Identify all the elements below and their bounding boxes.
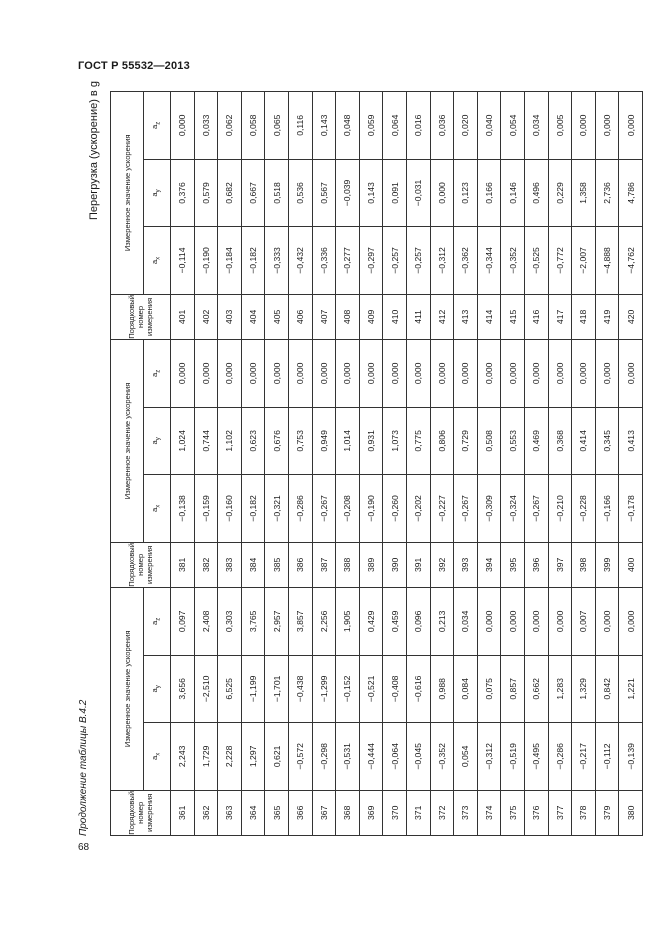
row-value: −0,408 bbox=[383, 655, 407, 723]
header-ay bbox=[144, 407, 171, 475]
row-value: 4,786 bbox=[619, 159, 643, 227]
row-value: 1,729 bbox=[194, 723, 218, 791]
row-value: −0,184 bbox=[218, 227, 242, 295]
row-value: 0,005 bbox=[548, 92, 572, 160]
row-value: −0,309 bbox=[477, 475, 501, 543]
row-value: 0,000 bbox=[548, 588, 572, 656]
row-value: 0,034 bbox=[454, 588, 478, 656]
row-value: −0,138 bbox=[171, 475, 195, 543]
row-value: −0,260 bbox=[383, 475, 407, 543]
row-value: 3,656 bbox=[171, 655, 195, 723]
header-ay-subscript: y bbox=[155, 437, 162, 441]
row-value: 1,905 bbox=[336, 588, 360, 656]
row-order-number: 373 bbox=[454, 790, 478, 835]
row-value: 0,040 bbox=[477, 92, 501, 160]
row-order-number: 381 bbox=[171, 542, 195, 587]
header-ay-symbol: a bbox=[150, 192, 160, 197]
row-order-number: 402 bbox=[194, 294, 218, 339]
row-value: 1,358 bbox=[572, 159, 596, 227]
row-order-number: 401 bbox=[171, 294, 195, 339]
row-order-number: 387 bbox=[312, 542, 336, 587]
row-value: 0,000 bbox=[383, 340, 407, 408]
row-value: 0,036 bbox=[430, 92, 454, 160]
row-order-number: 375 bbox=[501, 790, 525, 835]
row-order-number: 379 bbox=[595, 790, 619, 835]
row-value: 0,000 bbox=[548, 340, 572, 408]
table-row bbox=[406, 92, 430, 836]
row-value: −2,510 bbox=[194, 655, 218, 723]
row-value: 0,621 bbox=[265, 723, 289, 791]
row-order-number: 394 bbox=[477, 542, 501, 587]
row-value: −2,007 bbox=[572, 227, 596, 295]
header-az bbox=[144, 588, 171, 656]
row-value: 0,000 bbox=[312, 340, 336, 408]
row-value: 0,097 bbox=[171, 588, 195, 656]
row-value: −0,267 bbox=[454, 475, 478, 543]
row-value: 0,091 bbox=[383, 159, 407, 227]
header-az-subscript: z bbox=[155, 369, 162, 373]
row-value: 0,064 bbox=[383, 92, 407, 160]
row-order-number: 383 bbox=[218, 542, 242, 587]
row-value: −0,531 bbox=[336, 723, 360, 791]
table-row bbox=[524, 92, 548, 836]
row-value: 0,429 bbox=[359, 588, 383, 656]
row-value: 0,000 bbox=[595, 588, 619, 656]
row-value: −0,336 bbox=[312, 227, 336, 295]
row-value: 0,949 bbox=[312, 407, 336, 475]
row-value: 0,414 bbox=[572, 407, 596, 475]
row-value: −0,039 bbox=[336, 159, 360, 227]
row-value: 0,059 bbox=[359, 92, 383, 160]
row-order-number: 407 bbox=[312, 294, 336, 339]
row-value: −0,321 bbox=[265, 475, 289, 543]
row-value: 2,957 bbox=[265, 588, 289, 656]
row-value: 0,567 bbox=[312, 159, 336, 227]
row-value: 0,000 bbox=[524, 340, 548, 408]
row-order-number: 406 bbox=[288, 294, 312, 339]
row-value: 0,806 bbox=[430, 407, 454, 475]
row-value: −0,182 bbox=[241, 475, 265, 543]
row-value: 0,682 bbox=[218, 159, 242, 227]
row-value: 0,000 bbox=[454, 340, 478, 408]
row-value: 0,345 bbox=[595, 407, 619, 475]
row-value: 0,536 bbox=[288, 159, 312, 227]
row-value: 0,213 bbox=[430, 588, 454, 656]
row-order-number: 378 bbox=[572, 790, 596, 835]
row-value: −0,064 bbox=[383, 723, 407, 791]
table-row bbox=[572, 92, 596, 836]
row-value: 0,062 bbox=[218, 92, 242, 160]
row-value: −0,297 bbox=[359, 227, 383, 295]
row-order-number: 414 bbox=[477, 294, 501, 339]
row-order-number: 369 bbox=[359, 790, 383, 835]
row-value: −0,152 bbox=[336, 655, 360, 723]
row-value: −0,217 bbox=[572, 723, 596, 791]
row-value: 0,000 bbox=[265, 340, 289, 408]
row-order-number: 411 bbox=[406, 294, 430, 339]
row-value: 0,000 bbox=[595, 92, 619, 160]
row-value: 6,525 bbox=[218, 655, 242, 723]
row-order-number: 397 bbox=[548, 542, 572, 587]
row-value: −0,521 bbox=[359, 655, 383, 723]
row-value: −0,572 bbox=[288, 723, 312, 791]
row-value: −0,182 bbox=[241, 227, 265, 295]
header-ax-subscript: x bbox=[155, 752, 162, 756]
row-order-number: 409 bbox=[359, 294, 383, 339]
row-order-number: 413 bbox=[454, 294, 478, 339]
row-order-number: 364 bbox=[241, 790, 265, 835]
row-value: −1,701 bbox=[265, 655, 289, 723]
header-ax-symbol: a bbox=[150, 755, 160, 760]
row-value: 0,000 bbox=[477, 340, 501, 408]
header-order-number: Порядковый номер измерения bbox=[111, 542, 171, 587]
row-order-number: 395 bbox=[501, 542, 525, 587]
row-order-number: 366 bbox=[288, 790, 312, 835]
row-value: 0,016 bbox=[406, 92, 430, 160]
row-value: 1,024 bbox=[171, 407, 195, 475]
table-row bbox=[619, 92, 643, 836]
header-measured-value: Измеренное значение ускорения bbox=[111, 588, 144, 791]
row-value: 0,376 bbox=[171, 159, 195, 227]
row-value: −1,199 bbox=[241, 655, 265, 723]
row-value: −0,178 bbox=[619, 475, 643, 543]
row-value: 0,033 bbox=[194, 92, 218, 160]
table-row bbox=[430, 92, 454, 836]
units-caption: Перегрузка (ускорение) в g bbox=[88, 81, 100, 220]
row-value: 1,014 bbox=[336, 407, 360, 475]
row-value: 0,988 bbox=[430, 655, 454, 723]
row-value: 0,368 bbox=[548, 407, 572, 475]
header-ax-subscript: x bbox=[155, 504, 162, 508]
row-value: 2,243 bbox=[171, 723, 195, 791]
row-value: 0,000 bbox=[194, 340, 218, 408]
row-value: 0,116 bbox=[288, 92, 312, 160]
row-value: −0,444 bbox=[359, 723, 383, 791]
row-value: 0,623 bbox=[241, 407, 265, 475]
row-value: 0,123 bbox=[454, 159, 478, 227]
header-az bbox=[144, 92, 171, 160]
row-value: 0,034 bbox=[524, 92, 548, 160]
row-order-number: 377 bbox=[548, 790, 572, 835]
row-value: −0,031 bbox=[406, 159, 430, 227]
row-order-number: 389 bbox=[359, 542, 383, 587]
row-value: 0,000 bbox=[619, 340, 643, 408]
row-value: −0,362 bbox=[454, 227, 478, 295]
row-value: 2,408 bbox=[194, 588, 218, 656]
row-value: 0,229 bbox=[548, 159, 572, 227]
row-value: −0,519 bbox=[501, 723, 525, 791]
row-order-number: 365 bbox=[265, 790, 289, 835]
header-ay-subscript: y bbox=[155, 189, 162, 193]
row-value: −0,112 bbox=[595, 723, 619, 791]
row-order-number: 368 bbox=[336, 790, 360, 835]
table-row bbox=[501, 92, 525, 836]
row-value: −0,312 bbox=[477, 723, 501, 791]
row-order-number: 403 bbox=[218, 294, 242, 339]
row-value: 0,775 bbox=[406, 407, 430, 475]
header-ax bbox=[144, 475, 171, 543]
row-value: −0,333 bbox=[265, 227, 289, 295]
row-value: −0,045 bbox=[406, 723, 430, 791]
row-value: −0,210 bbox=[548, 475, 572, 543]
row-value: 0,579 bbox=[194, 159, 218, 227]
header-order-number: Порядковый номер измерения bbox=[111, 294, 171, 339]
row-value: 0,000 bbox=[430, 340, 454, 408]
header-az-symbol: a bbox=[150, 372, 160, 377]
row-value: 0,143 bbox=[312, 92, 336, 160]
header-ay-symbol: a bbox=[150, 440, 160, 445]
row-order-number: 370 bbox=[383, 790, 407, 835]
row-value: 0,146 bbox=[501, 159, 525, 227]
table-row bbox=[548, 92, 572, 836]
row-value: −4,762 bbox=[619, 227, 643, 295]
row-value: −0,432 bbox=[288, 227, 312, 295]
row-value: 0,007 bbox=[572, 588, 596, 656]
row-value: 0,753 bbox=[288, 407, 312, 475]
row-value: 0,000 bbox=[595, 340, 619, 408]
row-value: 0,000 bbox=[477, 588, 501, 656]
row-value: 2,736 bbox=[595, 159, 619, 227]
table-row bbox=[595, 92, 619, 836]
measurement-table bbox=[110, 91, 643, 836]
row-value: 0,058 bbox=[241, 92, 265, 160]
row-value: −0,267 bbox=[524, 475, 548, 543]
row-order-number: 416 bbox=[524, 294, 548, 339]
row-order-number: 405 bbox=[265, 294, 289, 339]
row-value: 0,676 bbox=[265, 407, 289, 475]
row-order-number: 361 bbox=[171, 790, 195, 835]
header-ax-subscript: x bbox=[155, 256, 162, 260]
row-value: 0,000 bbox=[336, 340, 360, 408]
row-order-number: 399 bbox=[595, 542, 619, 587]
row-value: 0,459 bbox=[383, 588, 407, 656]
row-value: −0,228 bbox=[572, 475, 596, 543]
row-value: 0,667 bbox=[241, 159, 265, 227]
row-value: −0,166 bbox=[595, 475, 619, 543]
table-continuation-caption: Продолжение таблицы В.4.2 bbox=[78, 699, 89, 836]
row-value: 0,000 bbox=[524, 588, 548, 656]
row-value: 1,102 bbox=[218, 407, 242, 475]
header-measured-value: Измеренное значение ускорения bbox=[111, 340, 144, 543]
row-order-number: 386 bbox=[288, 542, 312, 587]
header-ay-symbol: a bbox=[150, 688, 160, 693]
row-order-number: 419 bbox=[595, 294, 619, 339]
row-value: −0,267 bbox=[312, 475, 336, 543]
row-value: 0,000 bbox=[430, 159, 454, 227]
row-value: 0,000 bbox=[406, 340, 430, 408]
row-value: −0,139 bbox=[619, 723, 643, 791]
row-order-number: 420 bbox=[619, 294, 643, 339]
row-value: −0,286 bbox=[548, 723, 572, 791]
table-row bbox=[336, 92, 360, 836]
table-row bbox=[477, 92, 501, 836]
row-value: 0,000 bbox=[619, 588, 643, 656]
header-az bbox=[144, 340, 171, 408]
row-value: 0,931 bbox=[359, 407, 383, 475]
row-order-number: 380 bbox=[619, 790, 643, 835]
table-row bbox=[241, 92, 265, 836]
row-value: 0,000 bbox=[572, 92, 596, 160]
row-value: −0,202 bbox=[406, 475, 430, 543]
row-value: 1,073 bbox=[383, 407, 407, 475]
row-value: 0,744 bbox=[194, 407, 218, 475]
row-value: 0,000 bbox=[501, 588, 525, 656]
row-value: 0,000 bbox=[241, 340, 265, 408]
header-order-number: Порядковый номер измерения bbox=[111, 790, 171, 835]
row-value: 0,303 bbox=[218, 588, 242, 656]
row-order-number: 415 bbox=[501, 294, 525, 339]
table-row bbox=[265, 92, 289, 836]
row-value: 0,413 bbox=[619, 407, 643, 475]
row-order-number: 417 bbox=[548, 294, 572, 339]
row-value: 0,084 bbox=[454, 655, 478, 723]
row-value: 0,662 bbox=[524, 655, 548, 723]
row-order-number: 388 bbox=[336, 542, 360, 587]
row-value: −0,114 bbox=[171, 227, 195, 295]
row-value: 0,553 bbox=[501, 407, 525, 475]
row-value: −0,312 bbox=[430, 227, 454, 295]
row-value: 0,166 bbox=[477, 159, 501, 227]
header-az-subscript: z bbox=[155, 121, 162, 125]
row-order-number: 393 bbox=[454, 542, 478, 587]
row-order-number: 367 bbox=[312, 790, 336, 835]
header-ay bbox=[144, 159, 171, 227]
row-value: 3,857 bbox=[288, 588, 312, 656]
row-value: 3,765 bbox=[241, 588, 265, 656]
row-value: 2,228 bbox=[218, 723, 242, 791]
row-value: 0,143 bbox=[359, 159, 383, 227]
row-order-number: 384 bbox=[241, 542, 265, 587]
header-ax bbox=[144, 227, 171, 295]
row-value: −0,190 bbox=[359, 475, 383, 543]
row-order-number: 396 bbox=[524, 542, 548, 587]
row-order-number: 372 bbox=[430, 790, 454, 835]
header-ay bbox=[144, 655, 171, 723]
row-order-number: 400 bbox=[619, 542, 643, 587]
row-order-number: 404 bbox=[241, 294, 265, 339]
row-value: −0,772 bbox=[548, 227, 572, 295]
row-value: 0,020 bbox=[454, 92, 478, 160]
row-value: −0,352 bbox=[501, 227, 525, 295]
header-measured-value: Измеренное значение ускорения bbox=[111, 92, 144, 295]
row-order-number: 371 bbox=[406, 790, 430, 835]
table-row bbox=[194, 92, 218, 836]
table-row bbox=[312, 92, 336, 836]
header-ax-symbol: a bbox=[150, 507, 160, 513]
row-value: −0,525 bbox=[524, 227, 548, 295]
row-value: −0,324 bbox=[501, 475, 525, 543]
row-value: 0,096 bbox=[406, 588, 430, 656]
header-az-symbol: a bbox=[150, 620, 160, 625]
row-order-number: 408 bbox=[336, 294, 360, 339]
table-row bbox=[454, 92, 478, 836]
row-value: 0,000 bbox=[572, 340, 596, 408]
row-value: −0,344 bbox=[477, 227, 501, 295]
row-value: 0,075 bbox=[477, 655, 501, 723]
row-order-number: 362 bbox=[194, 790, 218, 835]
row-value: 0,000 bbox=[218, 340, 242, 408]
row-value: 0,000 bbox=[359, 340, 383, 408]
row-order-number: 374 bbox=[477, 790, 501, 835]
row-value: −0,286 bbox=[288, 475, 312, 543]
row-value: −0,159 bbox=[194, 475, 218, 543]
header-ay-subscript: y bbox=[155, 685, 162, 689]
row-value: −0,160 bbox=[218, 475, 242, 543]
row-value: −0,495 bbox=[524, 723, 548, 791]
row-value: −0,352 bbox=[430, 723, 454, 791]
row-value: 0,496 bbox=[524, 159, 548, 227]
row-value: 0,729 bbox=[454, 407, 478, 475]
row-value: 0,065 bbox=[265, 92, 289, 160]
table-row bbox=[218, 92, 242, 836]
row-value: 1,329 bbox=[572, 655, 596, 723]
row-value: 0,054 bbox=[454, 723, 478, 791]
row-order-number: 410 bbox=[383, 294, 407, 339]
row-value: 0,469 bbox=[524, 407, 548, 475]
row-value: −0,438 bbox=[288, 655, 312, 723]
row-value: −1,299 bbox=[312, 655, 336, 723]
header-az-subscript: z bbox=[155, 617, 162, 621]
row-value: 0,000 bbox=[619, 92, 643, 160]
row-value: 2,256 bbox=[312, 588, 336, 656]
header-ax-symbol: a bbox=[150, 259, 160, 265]
row-value: 1,297 bbox=[241, 723, 265, 791]
row-value: −4,888 bbox=[595, 227, 619, 295]
header-ax bbox=[144, 723, 171, 791]
row-value: 0,000 bbox=[171, 340, 195, 408]
row-order-number: 392 bbox=[430, 542, 454, 587]
row-value: −0,277 bbox=[336, 227, 360, 295]
row-value: −0,298 bbox=[312, 723, 336, 791]
row-value: 0,054 bbox=[501, 92, 525, 160]
table-row bbox=[359, 92, 383, 836]
row-value: 1,283 bbox=[548, 655, 572, 723]
row-value: 0,000 bbox=[501, 340, 525, 408]
row-order-number: 385 bbox=[265, 542, 289, 587]
row-order-number: 412 bbox=[430, 294, 454, 339]
page-number: 68 bbox=[78, 842, 90, 853]
row-order-number: 363 bbox=[218, 790, 242, 835]
row-value: 0,857 bbox=[501, 655, 525, 723]
row-value: −0,616 bbox=[406, 655, 430, 723]
row-value: 0,842 bbox=[595, 655, 619, 723]
row-value: −0,190 bbox=[194, 227, 218, 295]
row-value: 0,508 bbox=[477, 407, 501, 475]
row-order-number: 398 bbox=[572, 542, 596, 587]
document-header: ГОСТ Р 55532—2013 bbox=[78, 60, 190, 72]
row-order-number: 391 bbox=[406, 542, 430, 587]
row-value: 1,221 bbox=[619, 655, 643, 723]
row-value: −0,227 bbox=[430, 475, 454, 543]
row-value: 0,000 bbox=[288, 340, 312, 408]
table-row bbox=[383, 92, 407, 836]
row-order-number: 376 bbox=[524, 790, 548, 835]
table-row bbox=[288, 92, 312, 836]
header-az-symbol: a bbox=[150, 124, 160, 129]
row-value: −0,208 bbox=[336, 475, 360, 543]
row-order-number: 382 bbox=[194, 542, 218, 587]
table-row bbox=[171, 92, 195, 836]
row-value: 0,000 bbox=[171, 92, 195, 160]
row-order-number: 390 bbox=[383, 542, 407, 587]
row-value: −0,257 bbox=[406, 227, 430, 295]
row-order-number: 418 bbox=[572, 294, 596, 339]
row-value: 0,518 bbox=[265, 159, 289, 227]
row-value: −0,257 bbox=[383, 227, 407, 295]
row-value: 0,048 bbox=[336, 92, 360, 160]
